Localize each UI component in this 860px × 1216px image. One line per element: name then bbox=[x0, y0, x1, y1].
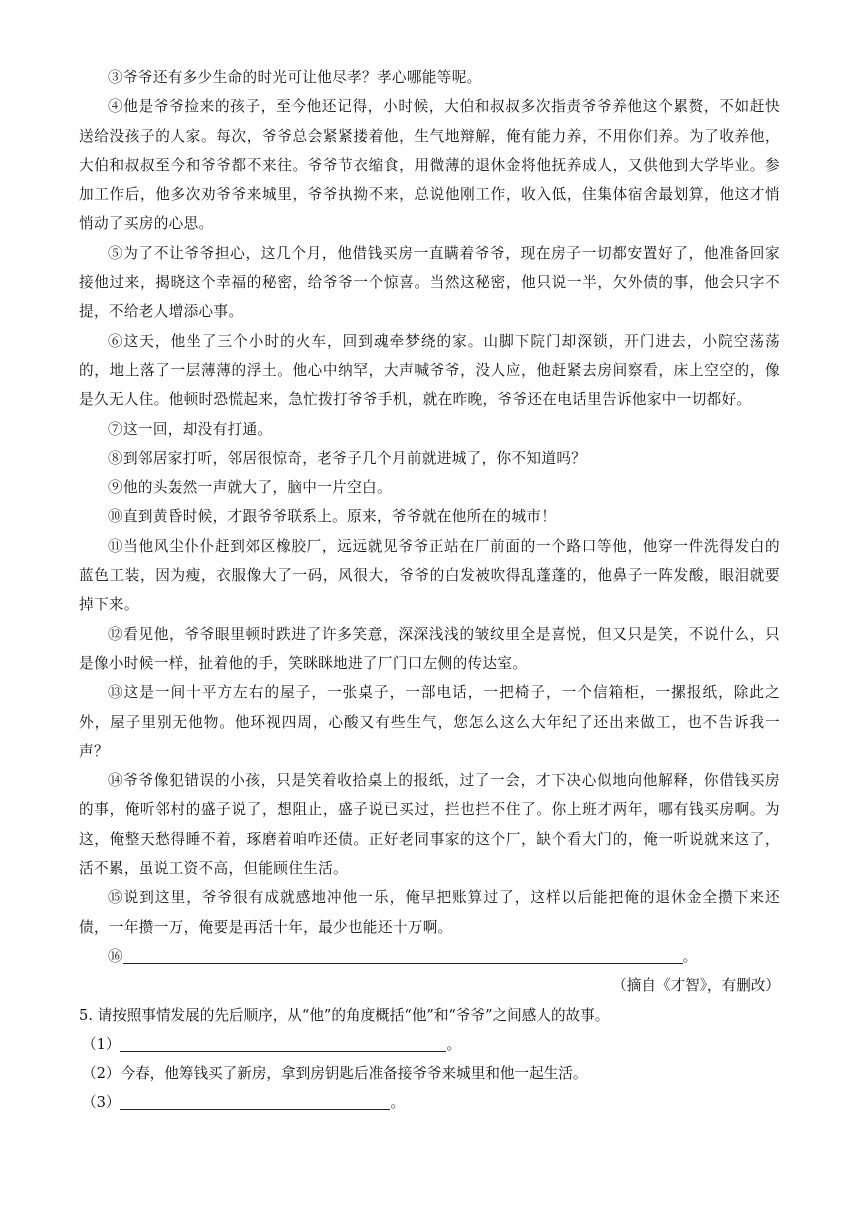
answer-item-2-label: （2） bbox=[82, 1065, 121, 1083]
paragraph-5: ⑤为了不让爷爷担心，这几个月，他借钱买房一直瞒着爷爷，现在房子一切都安置好了，他准备回家接他过来，揭晓这个幸福的秘密，给爷爷一个惊喜。当然这秘密，他只说一半，欠外债的事，他会只字不提，不给老人增添心事。 bbox=[79, 244, 780, 321]
paragraph-7: ⑦这一回，却没有打通。 bbox=[108, 420, 273, 438]
answer-item-3 bbox=[79, 1088, 780, 1117]
answer-item-3-label: （3） bbox=[82, 1094, 121, 1112]
paragraph-6: ⑥这天，他坐了三个小时的火车，回到魂牵梦绕的家。山脚下院门却深锁，开门进去，小院空荡荡的，地上落了一层薄薄的浮土。他心中纳罕，大声喊爷爷，没人应，他赶紧去房间察看，床上空空的，像是久无人住。他顿时恐慌起来，急忙拨打爷爷手机，就在昨晚，爷爷还在电话里告诉他家中一切都好。 bbox=[79, 332, 780, 409]
answer-item-1-end-mark: 。 bbox=[446, 1035, 462, 1053]
answer-item-1 bbox=[79, 1030, 780, 1059]
answer-item-2 bbox=[79, 1059, 780, 1088]
paragraph-16-end-mark: 。 bbox=[682, 947, 698, 965]
paragraph-10: ⑩直到黄昏时候，才跟爷爷联系上。原来，爷爷就在他所在的城市！ bbox=[108, 508, 557, 526]
answer-item-2-text: 今春，他筹钱买了新房，拿到房钥匙后准备接爷爷来城里和他一起生活。 bbox=[120, 1065, 588, 1083]
answer-item-1-blank[interactable] bbox=[120, 1033, 446, 1052]
paragraph-12: ⑫看见他，爷爷眼里顿时跌进了许多笑意，深深浅浅的皱纹里全是喜悦，但又只是笑，不说什么，只是像小时候一样，扯着他的手，笑眯眯地进了厂门口左侧的传达室。 bbox=[79, 625, 780, 672]
answer-item-3-blank[interactable] bbox=[120, 1091, 390, 1110]
paragraph-8: ⑧到邻居家打听，邻居很惊奇，老爷子几个月前就进城了，你不知道吗？ bbox=[108, 449, 587, 467]
paragraph-4: ④他是爷爷捡来的孩子，至今他还记得，小时候，大伯和叔叔多次指责爷爷养他这个累赘，不如赶快送给没孩子的人家。每次，爷爷总会紧紧搂着他，生气地辩解，俺有能力养，不用你们养。为了收养他，大伯和叔叔至今和爷爷都不来往。爷爷节衣缩食，用微薄的退休金将他抚养成人，又供他到大学毕业。参加工作后，他多次劝爷爷来城里，爷爷执拗不来，总说他刚工作，收入低，住集体宿舍最划算，他这才悄悄动了买房的心思。 bbox=[79, 98, 780, 233]
paragraph-13: ⑬这是一间十平方左右的屋子，一张桌子，一部电话，一把椅子，一个信箱柜，一摞报纸，除此之外，屋子里别无他物。他环视四周，心酸又有些生气，您怎么这么大年纪了还出来做工，也不告诉我一声？ bbox=[79, 684, 780, 760]
paragraph-16-fill-in bbox=[79, 942, 780, 971]
paragraph-14: ⑭爷爷像犯错误的小孩，只是笑着收拾桌上的报纸，过了一会，才下决心似地向他解释，你借钱买房的事，俺听邻村的盛子说了，想阻止，盛子说已买过，拦也拦不住了。你上班才两年，哪有钱买房啊。为这，俺整天愁得睡不着，琢磨着咱咋还债。正好老同事家的这个厂，缺个看大门的，俺一听说就来这了，活不累，虽说工资不高，但能顾住生活。 bbox=[79, 772, 780, 878]
paragraph-9: ⑨他的头轰然一声就大了，脑中一片空白。 bbox=[108, 479, 392, 497]
source-citation: （摘自《才智》，有删改） bbox=[612, 977, 780, 995]
paragraph-16-answer-blank[interactable] bbox=[123, 945, 683, 964]
paragraph-11: ⑪当他风尘仆仆赶到郊区橡胶厂，远远就见爷爷正站在厂前面的一个路口等他，他穿一件洗得发白的蓝色工装，因为瘦，衣服像大了一码，风很大，爷爷的白发被吹得乱蓬蓬的，他鼻子一阵发酸，眼泪就要掉下来。 bbox=[79, 537, 780, 614]
answer-item-1-label: （1） bbox=[82, 1035, 121, 1053]
paragraph-3: ③爷爷还有多少生命的时光可让他尽孝？孝心哪能等呢。 bbox=[108, 69, 482, 86]
paragraph-16-number: ⑯ bbox=[108, 947, 123, 965]
reading-passage bbox=[79, 63, 780, 1118]
answer-item-3-end-mark: 。 bbox=[390, 1094, 406, 1112]
paragraph-15: ⑮说到这里，爷爷很有成就感地冲他一乐，俺早把账算过了，这样以后能把俺的退休金全攒下来还债，一年攒一万，俺要是再活十年，最少也能还十万啊。 bbox=[79, 889, 780, 936]
question-5-prompt: 5. 请按照事情发展的先后顺序，从“他”的角度概括“他”和“爷爷”之间感人的故事。 bbox=[79, 1006, 610, 1024]
